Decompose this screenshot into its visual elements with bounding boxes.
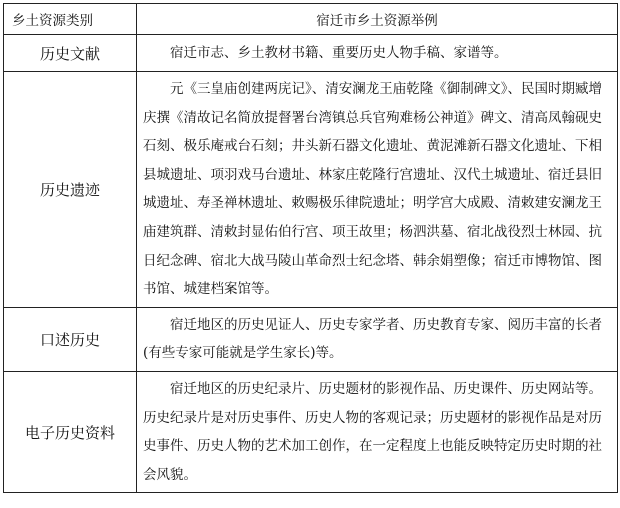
table-row [4,371,618,492]
header-examples: 宿迁市乡土资源举例 [137,4,618,35]
row-paragraph: 宿迁市志、乡土教材书籍、重要历史人物手稿、家谱等。 [170,44,508,61]
table-row [4,307,618,371]
row-category: 电子历史资料 [4,371,137,492]
row-paragraph: 宿迁地区的历史见证人、历史专家学者、历史教育专家、阅历丰富的长者(有些专家可能就是学生家长)等。 [143,316,602,362]
row-paragraph: 宿迁地区的历史纪录片、历史题材的影视作品、历史课件、历史网站等。 [170,380,602,397]
table-row [4,35,618,72]
row-category: 历史文献 [4,35,137,72]
resource-table-container [3,3,618,493]
row-category: 口述历史 [4,307,137,371]
row-description [137,371,618,492]
row-paragraph: 历史纪录片是对历史事件、历史人物的客观记录；历史题材的影视作品是对历史事件、历史人物的艺术加工创作，在一定程度上也能反映特定历史时期的社会风貌。 [143,409,602,483]
row-description [137,307,618,371]
row-description [137,72,618,308]
header-category: 乡土资源类别 [4,4,137,35]
row-paragraph: 元《三皇庙创建两庑记》、清安澜龙王庙乾隆《御制碑文》、民国时期臧增庆撰《清故记名简放提督署台湾镇总兵官殉难杨公神道》碑文、清高凤翰砚史石刻、极乐庵戒台石刻；井头新石器文化遗址、黄泥滩新石器文化遗址、下相县城遗址、项羽戏马台遗址、林家庄乾隆行宫遗址、汉代土城遗址、宿迁县旧城遗址、寿圣禅林遗址、敕赐极乐律院遗址；明学宫大成殿、清敕建安澜龙王庙建筑群、清敕封显佑伯行宫、项王故里；杨泗洪墓、宿北战役烈士林园、抗日纪念碑、宿北大战马陵山革命烈士纪念塔、韩余娟塑像；宿迁市博物馆、图书馆、城建档案馆等。 [143,81,602,298]
local-resources-table [3,3,618,493]
table-row [4,72,618,308]
row-category: 历史遗迹 [4,72,137,308]
row-description [137,35,618,72]
table-header-row [4,4,618,35]
